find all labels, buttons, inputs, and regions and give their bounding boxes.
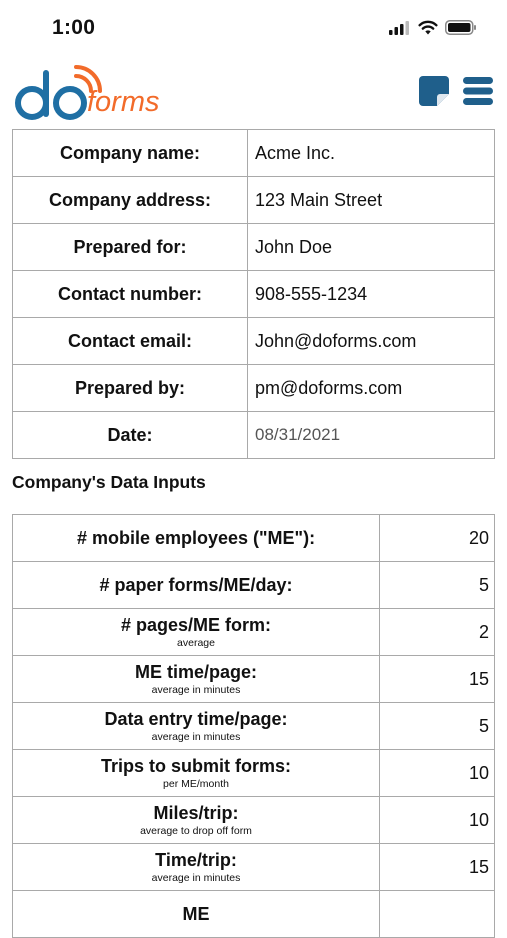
info-row-date (13, 412, 495, 459)
info-label: Company address: (13, 177, 248, 224)
info-row-company-address (13, 177, 495, 224)
note-icon[interactable] (419, 76, 449, 106)
info-label: Prepared by: (13, 365, 248, 412)
contact-number-field[interactable]: 908-555-1234 (248, 271, 495, 318)
svg-text:forms: forms (87, 86, 160, 118)
input-label: Data entry time/page: (104, 709, 288, 729)
pages-per-form-field[interactable]: 2 (380, 609, 495, 656)
input-row-paper-forms (13, 562, 495, 609)
input-row-partial (13, 891, 495, 938)
input-sublabel: average in minutes (151, 872, 241, 884)
mobile-employees-field[interactable]: 20 (380, 515, 495, 562)
prepared-for-field[interactable]: John Doe (248, 224, 495, 271)
input-label: Miles/trip: (153, 803, 239, 823)
contact-email-field[interactable]: John@doforms.com (248, 318, 495, 365)
input-label: Time/trip: (155, 850, 237, 870)
input-row-data-entry-time (13, 703, 495, 750)
input-sublabel: average (177, 637, 215, 649)
input-row-trips (13, 750, 495, 797)
section-title: Company's Data Inputs (12, 472, 206, 492)
paper-forms-field[interactable]: 5 (380, 562, 495, 609)
input-row-mobile-employees (13, 515, 495, 562)
input-sublabel: average in minutes (151, 731, 241, 743)
data-entry-time-field[interactable]: 5 (380, 703, 495, 750)
info-label: Company name: (13, 130, 248, 177)
input-label: ME time/page: (134, 662, 258, 682)
battery-icon (445, 20, 477, 35)
header-icons (419, 76, 493, 106)
input-sublabel: average to drop off form (140, 825, 252, 837)
company-info-table (12, 129, 495, 459)
info-label: Prepared for: (13, 224, 248, 271)
status-bar (0, 0, 507, 56)
info-row-prepared-for (13, 224, 495, 271)
info-label: Contact number: (13, 271, 248, 318)
info-row-prepared-by (13, 365, 495, 412)
input-label: Trips to submit forms: (100, 756, 291, 776)
input-sublabel: per ME/month (163, 778, 229, 790)
info-row-company-name (13, 130, 495, 177)
info-label: Contact email: (13, 318, 248, 365)
status-time: 1:00 (52, 16, 96, 39)
input-row-pages-per-form (13, 609, 495, 656)
company-address-field[interactable]: 123 Main Street (248, 177, 495, 224)
me-time-page-field[interactable]: 15 (380, 656, 495, 703)
input-row-me-time-page (13, 656, 495, 703)
input-label: # pages/ME form: (120, 615, 272, 635)
wifi-icon (418, 20, 438, 35)
input-label: ME (182, 903, 210, 924)
time-trip-field[interactable]: 15 (380, 844, 495, 891)
app-header (0, 60, 507, 122)
partial-row-field[interactable] (380, 891, 495, 938)
input-row-miles-trip (13, 797, 495, 844)
status-icons (389, 20, 477, 35)
prepared-by-field[interactable]: pm@doforms.com (248, 365, 495, 412)
menu-icon[interactable] (463, 76, 493, 106)
input-row-time-trip (13, 844, 495, 891)
info-row-contact-number (13, 271, 495, 318)
trips-field[interactable]: 10 (380, 750, 495, 797)
input-label: # mobile employees ("ME"): (76, 527, 316, 548)
input-label: # paper forms/ME/day: (99, 574, 293, 595)
input-sublabel: average in minutes (151, 684, 241, 696)
data-inputs-table (12, 514, 495, 938)
doforms-logo (12, 64, 182, 122)
date-field[interactable]: 08/31/2021 (248, 412, 495, 459)
info-row-contact-email (13, 318, 495, 365)
cellular-signal-icon (389, 21, 411, 35)
miles-trip-field[interactable]: 10 (380, 797, 495, 844)
company-name-field[interactable]: Acme Inc. (248, 130, 495, 177)
info-label: Date: (13, 412, 248, 459)
